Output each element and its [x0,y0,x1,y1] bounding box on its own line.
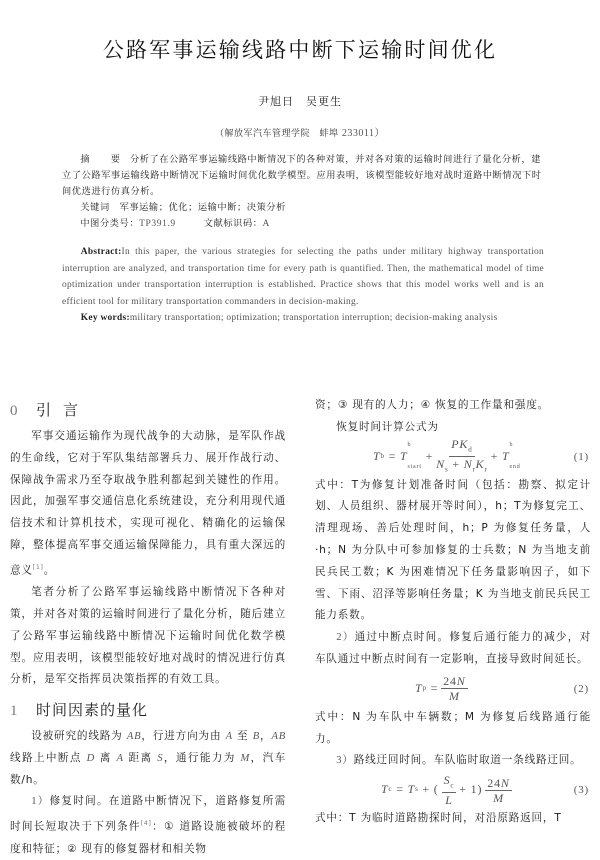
t: 设被研究的线路为 [31,730,127,743]
citation-ref[interactable]: [1] [32,563,44,571]
t: 为修复计划准备时间（包括：勘察、拟定计划、人员组织、器材展开等时间），h；T [315,478,592,513]
keywords-en-label: Key words: [80,313,130,324]
t: 至 [232,730,253,743]
doc-code-value: A [262,219,270,229]
item-number: 2） [336,632,355,644]
equation-2-definitions: 式中：N 为车队中车辆数；M 为修复后线路通行能力。 [315,710,591,745]
abstract-zh-label: 摘 要 [80,154,126,165]
section-title: 引言 [36,401,91,419]
equation-2 [315,671,591,707]
clc-value: TP391.9 [139,219,176,229]
equation-number: (1) [573,450,589,463]
keywords-zh-label: 关键词 [80,202,110,213]
item-number: 3） [336,755,354,767]
t: 式中：T [315,478,359,491]
abstract-en-paragraph [62,244,544,310]
t: 通过中断点时间。修复后通行能力的减少，对车队通过中断点时间有一定影响，直接导致时间延长。 [315,631,591,665]
citation-ref[interactable]: [4] [140,820,152,828]
right-column [315,395,591,830]
var-S: S [157,752,164,764]
var-AB: AB [126,731,142,743]
doc-code-label: 文献标识码： [203,218,263,229]
formula-intro: 恢复时间计算公式为 [336,420,439,433]
t: 距离 [123,751,158,764]
t: 为临时道路勘探时间，对沿原路返回，T [356,812,562,825]
affiliation-postcode: 233011） [341,128,385,139]
paragraph-text: 军事交通运输作为现代战争的大动脉，是军队作战的生命线，它对于军队集结部署兵力、展开作战行动、保障战争需求乃至夺取战争胜利都起到关键性的作用。因此，加强军事交通信息化系统建设，充分利用现代通信技术和计算机技术，实现可视化、精确化的运输保障，整体提高军事交通运输保障能力，具有重大深远的意义 [10,430,286,577]
keywords-en [62,310,544,327]
abstract-en-label: Abstract: [80,247,122,257]
item-1-repair-time [10,791,286,860]
t: ， [259,730,272,743]
section-title: 时间因素的量化 [36,701,149,720]
equation-number: (3) [573,784,589,797]
t: 为修复完工、清理现场、善后处理时间，h；P 为修复任务量，人·h；N [315,500,591,556]
equation-number: (2) [573,682,589,695]
t: 修复时间。在道路中断情况下，道路修复所需时间长短取决于下列条件 [10,795,286,833]
var-D: D [86,752,96,764]
equation-3 [315,772,591,808]
t: 为当地支前民兵民工数；K [315,543,591,578]
equation-1 [315,436,591,475]
t: 为当地支前民兵民工能力系数。 [315,587,591,622]
item-3-detour-time [315,750,591,772]
classification-line [62,216,544,232]
var-B: B [252,731,260,743]
t: 离 [95,751,117,764]
affiliation-text: （解放军汽车管理学院 蚌埠 [214,129,342,139]
keywords-en-text: military transportation; optimization; transportation interruption; decision-making analysis [129,313,498,324]
t: 线路上中断点 [10,751,87,764]
t: ：① 道路设施被破坏的程度和特征；② 现有的修复器材和相关物 [10,820,286,855]
t: 为困难情况下任务量影响因子，如下雪、下雨、沼泽等影响任务量；K [315,565,592,600]
abstract-english [62,244,544,327]
item-1-continued: 资；③ 现有的人力；④ 恢复的工作量和强度。 [315,399,550,411]
var-AB: AB [271,731,286,743]
abstract-zh-text: 分析了在公路军事运输线路中断情况下的各种对策，并对各对策的运输时间进行了量化分析，建立了公路军事运输线路中断情况下运输时间优化数学模型。应用表明，该模型能较好地对战时道路中断情况下时间优选进行仿真分析。 [62,154,542,197]
equation-1-definitions [315,475,591,628]
keywords-zh-text: 军事运输；优化；运输中断；决策分析 [119,202,286,213]
t: 路线迂回时间。车队临时取道一条线路迂回。 [353,754,582,767]
keywords-zh [62,200,544,216]
item-number: 1） [31,796,50,808]
equation-1-body: T b = T b start + $\frac{PK_d}{N_s + N_rK_r}$ + T b end [373,436,521,474]
abstract-chinese [62,152,544,232]
paper-title: 公路军事运输线路中断下运输时间优化 [102,38,498,62]
var-A: A [116,752,124,764]
section-number: 0 [10,403,19,419]
section-number: 1 [10,703,19,720]
var-M: M [240,752,251,764]
t: ，汽车数/h。 [10,751,287,786]
equation-3-body: T c = T s + ( $\frac{S_c}{L}$ + 1) $\frac{24N}{M}$ [381,772,510,808]
equation-3-definitions [315,808,591,830]
intro-paragraph-1 [10,426,286,582]
intro-paragraph-2: 笔者分析了公路军事运输线路中断情况下各种对策，并对各对策的运输时间进行了量化分析，随后建立了公路军事运输线路中断情况下运输时间优化数学模型。应用表明，该模型能较好地对战时的情况进行仿真分析，是军交指挥员决策指挥的有效工具。 [10,586,286,686]
paper-affiliation [0,124,600,139]
section-0-heading [10,395,286,426]
paragraph-end: 。 [43,564,56,577]
section-1-heading [10,695,286,726]
paper-authors: 尹旭日 吴更生 [258,95,342,108]
clc-label: 中图分类号： [80,218,140,229]
equation-2-body: T p = $\frac{24N}{M}$ [415,674,466,704]
abstract-en-text: In this paper, the various strategies for selecting the paths under military highway transportation interruption are analyzed, and transportation time for every path is quantified. Then, the mathematical model of time optimization under transportation interruption is established. Practice shows that this model works well and is an efficient tool for military transportation commanders in decision-making. [62,247,544,307]
item-2-pass-time [315,627,591,671]
t: 式中：T [315,812,357,825]
t: ，行进方向为由 [141,730,226,743]
var-A: A [225,731,233,743]
abstract-zh-paragraph [62,152,544,200]
section-1-intro [10,726,286,791]
t: ，通行能力为 [163,751,241,764]
t: 为分队中可参加修复的士兵数；N [346,543,528,556]
left-column [10,395,286,860]
